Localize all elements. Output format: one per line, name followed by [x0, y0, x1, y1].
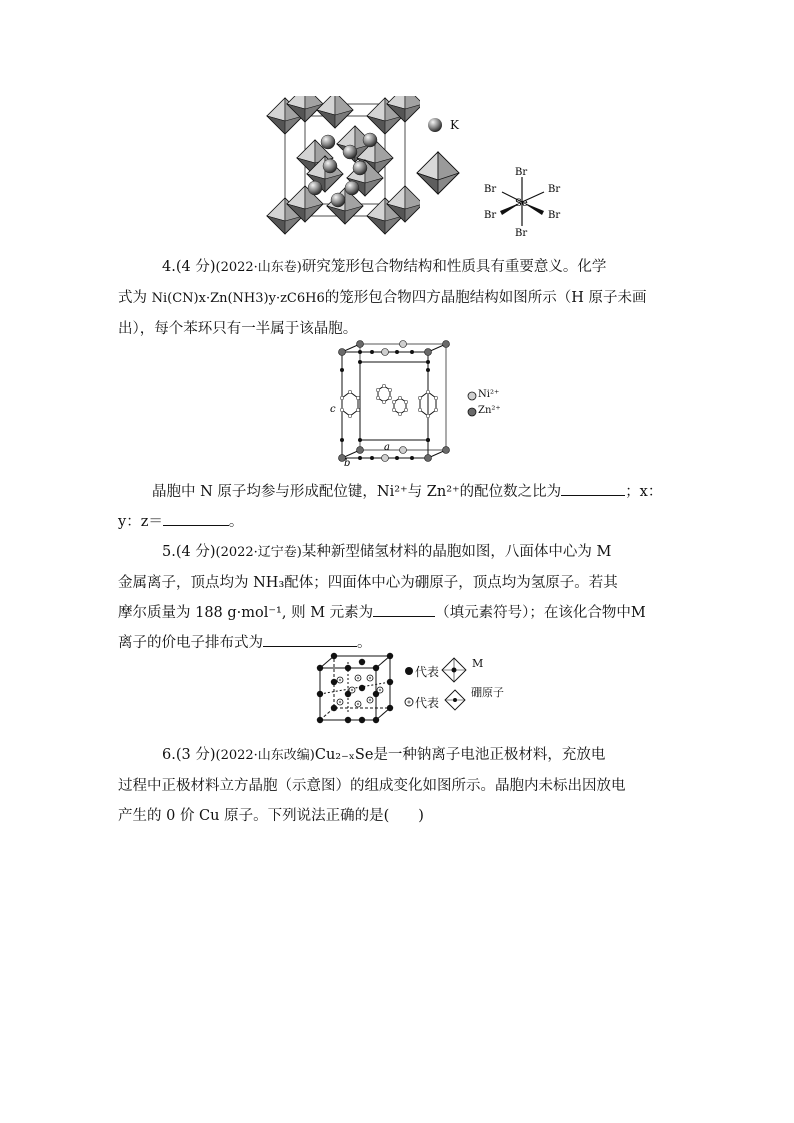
ni-ion: [382, 455, 389, 462]
q5-line-1: 某种新型储氢材料的晶胞如图，八面体中心为 M: [301, 544, 612, 560]
zn-ion: [357, 341, 364, 348]
c-atom: [382, 384, 386, 388]
c-atom: [426, 414, 430, 418]
n-atom: [395, 350, 399, 354]
m-ion-dot: [345, 717, 351, 723]
m-ion-dot: [317, 717, 323, 723]
n-atom: [358, 456, 362, 460]
n-atom: [370, 350, 374, 354]
q6-score: (3 分): [175, 747, 216, 763]
q5-line-3a: 摩尔质量为 188 g·mol⁻¹, 则 M 元素为: [118, 605, 374, 621]
c-atom: [404, 400, 408, 404]
octahedron-legend-icon: [415, 150, 461, 196]
q5-boron-legend-dot: [404, 697, 414, 707]
question-4-answer: [118, 477, 674, 537]
q5-octahedron-icon: [441, 657, 467, 683]
q4-stem-3: 出），每个苯环只有一半属于该晶胞。: [118, 321, 358, 337]
zn-legend-label: Zn²⁺: [478, 405, 501, 416]
br-label-bottom: Br: [515, 228, 528, 239]
br-label-lower-left: Br: [484, 210, 497, 221]
octahedron: [317, 96, 353, 128]
q5-line-4b: 。: [357, 635, 372, 651]
br-label-upper-left: Br: [484, 184, 497, 195]
m-ion-dot: [387, 653, 393, 659]
k-ion-sphere: [353, 161, 367, 175]
c-atom: [392, 400, 396, 404]
ni-legend-icon: [467, 391, 477, 401]
q4-formula: Ni(CN)x·Zn(NH3)y·zC6H6: [151, 291, 325, 306]
q6-line-3: 产生的 0 价 Cu 原子。下列说法正确的是( ): [118, 808, 424, 824]
n-atom: [358, 360, 362, 364]
c-atom: [376, 396, 380, 400]
question-5-stem: [118, 537, 674, 658]
c-atom: [348, 390, 352, 394]
br-label-upper-right: Br: [548, 184, 561, 195]
k-ion-sphere: [323, 159, 337, 173]
c-atom: [388, 396, 392, 400]
q4-ratio-blank[interactable]: [561, 481, 625, 496]
q6-line-2: 过程中正极材料立方晶胞（示意图）的组成变化如图所示。晶胞内未标出因放电: [118, 778, 626, 794]
q4-xyz-blank[interactable]: [163, 511, 229, 526]
c-atom: [382, 400, 386, 404]
n-atom: [410, 350, 414, 354]
m-ion-dot: [373, 717, 379, 723]
q5-legend-m: M: [472, 657, 484, 670]
ni-ion: [382, 349, 389, 356]
q5-number: 5.: [162, 544, 176, 560]
q4-answer-end: 。: [228, 514, 244, 530]
br-label-lower-right: Br: [548, 210, 561, 221]
br-label-top: Br: [515, 167, 528, 178]
m-ion-dot: [387, 705, 393, 711]
n-atom: [340, 368, 344, 372]
c-atom: [376, 388, 380, 392]
q6-line-1: 是一种钠离子电池正极材料，充放电: [373, 747, 606, 763]
se-atom-label: Se: [515, 198, 528, 209]
zn-ion: [443, 447, 450, 454]
q4-stem-1: 研究笼形包合物结构和性质具有重要意义。化学: [301, 259, 607, 275]
c-atom: [348, 414, 352, 418]
c-atom: [340, 396, 344, 400]
m-ion-dot: [373, 665, 379, 671]
question-4-stem: [118, 252, 674, 344]
k-ion-sphere: [308, 181, 322, 195]
zn-legend-icon: [467, 407, 477, 417]
m-ion-dot: [317, 665, 323, 671]
m-ion-dot: [331, 705, 337, 711]
q5-legend-rep-2: 代表: [415, 696, 440, 710]
q4-source: (2022·山东卷): [215, 260, 302, 275]
q6-number: 6.: [162, 747, 176, 763]
c-atom: [398, 412, 402, 416]
n-atom: [426, 360, 430, 364]
q4-answer-sep: ；x：: [625, 484, 663, 500]
q4-tetragonal-cell-figure: [322, 340, 452, 470]
q6-source: (2022·山东改编): [215, 748, 315, 763]
q4-axis-c: c: [330, 404, 336, 415]
question-6-stem: [118, 740, 674, 831]
sebr6-structure-figure: [478, 164, 568, 240]
q4-number: 4.: [162, 259, 176, 275]
k-ion-sphere: [363, 133, 377, 147]
m-ion-dot: [345, 665, 351, 671]
m-ion-dot: [359, 659, 365, 665]
k-ion-sphere: [345, 181, 359, 195]
q5-legend-boron: 硼原子: [471, 686, 504, 699]
n-atom: [340, 438, 344, 442]
c-atom: [398, 396, 402, 400]
k-legend-label: K: [450, 118, 459, 132]
n-atom: [370, 456, 374, 460]
k-ion-sphere: [321, 135, 335, 149]
n-atom: [358, 438, 362, 442]
q4-stem-2: 的笼形包合物四方晶胞结构如图所示（H 原子未画: [324, 290, 647, 306]
m-ion-dot: [331, 679, 337, 685]
c-atom: [340, 408, 344, 412]
zn-ion: [339, 349, 346, 356]
q4-formula-lead: 式为: [118, 290, 147, 306]
q5-line-3b: （填元素符号）；在该化合物中M: [435, 605, 646, 621]
q5-config-blank[interactable]: [263, 632, 357, 647]
c-atom: [418, 408, 422, 412]
m-ion-dot: [317, 691, 323, 697]
m-ion-dot: [331, 653, 337, 659]
ni-legend-label: Ni²⁺: [478, 389, 500, 400]
q5-tetrahedron-icon: [443, 688, 467, 712]
q5-cubic-cell-figure: [314, 650, 396, 726]
q5-legend-rep-1: 代表: [415, 665, 440, 679]
c-atom: [388, 388, 392, 392]
c-atom: [404, 408, 408, 412]
c-atom: [392, 408, 396, 412]
zn-ion: [443, 341, 450, 348]
k-ion-sphere: [343, 145, 357, 159]
ni-ion: [400, 341, 407, 348]
m-ion-dot: [387, 679, 393, 685]
zn-ion: [425, 349, 432, 356]
c-atom: [434, 396, 438, 400]
q4-answer-line2: y：z＝: [118, 514, 163, 530]
q5-score: (4 分): [175, 544, 216, 560]
q5-line-2: 金属离子，顶点均为 NH₃配体；四面体中心为硼原子，顶点均为氢原子。若其: [118, 575, 618, 591]
q5-source: (2022·辽宁卷): [215, 545, 302, 560]
zn-ion: [357, 447, 364, 454]
c-atom: [356, 396, 360, 400]
c-atom: [418, 396, 422, 400]
q6-formula: Cu₂₋ₓSe: [314, 747, 374, 763]
octahedron: [327, 188, 363, 224]
k-sphere-legend-icon: [427, 117, 443, 133]
n-atom: [410, 456, 414, 460]
c-atom: [356, 408, 360, 412]
q5-element-blank[interactable]: [373, 602, 435, 617]
c-atom: [434, 408, 438, 412]
q4-axis-a: a: [384, 442, 390, 453]
q5-m-legend-dot: [404, 666, 414, 676]
n-atom: [358, 350, 362, 354]
n-atom: [426, 368, 430, 372]
q5-line-4a: 离子的价电子排布式为: [118, 635, 263, 651]
c-atom: [426, 390, 430, 394]
k-ion-sphere: [331, 193, 345, 207]
q4-answer-text: 晶胞中 N 原子均参与形成配位键，Ni²⁺与 Zn²⁺的配位数之比为: [152, 484, 562, 500]
n-atom: [426, 438, 430, 442]
m-ion-dot: [359, 685, 365, 691]
zn-ion: [425, 455, 432, 462]
ni-ion: [400, 447, 407, 454]
k-octahedra-crystal-figure: [260, 96, 420, 238]
n-atom: [395, 456, 399, 460]
m-ion-dot: [359, 717, 365, 723]
q4-axis-b: b: [344, 458, 351, 469]
q4-score: (4 分): [175, 259, 216, 275]
